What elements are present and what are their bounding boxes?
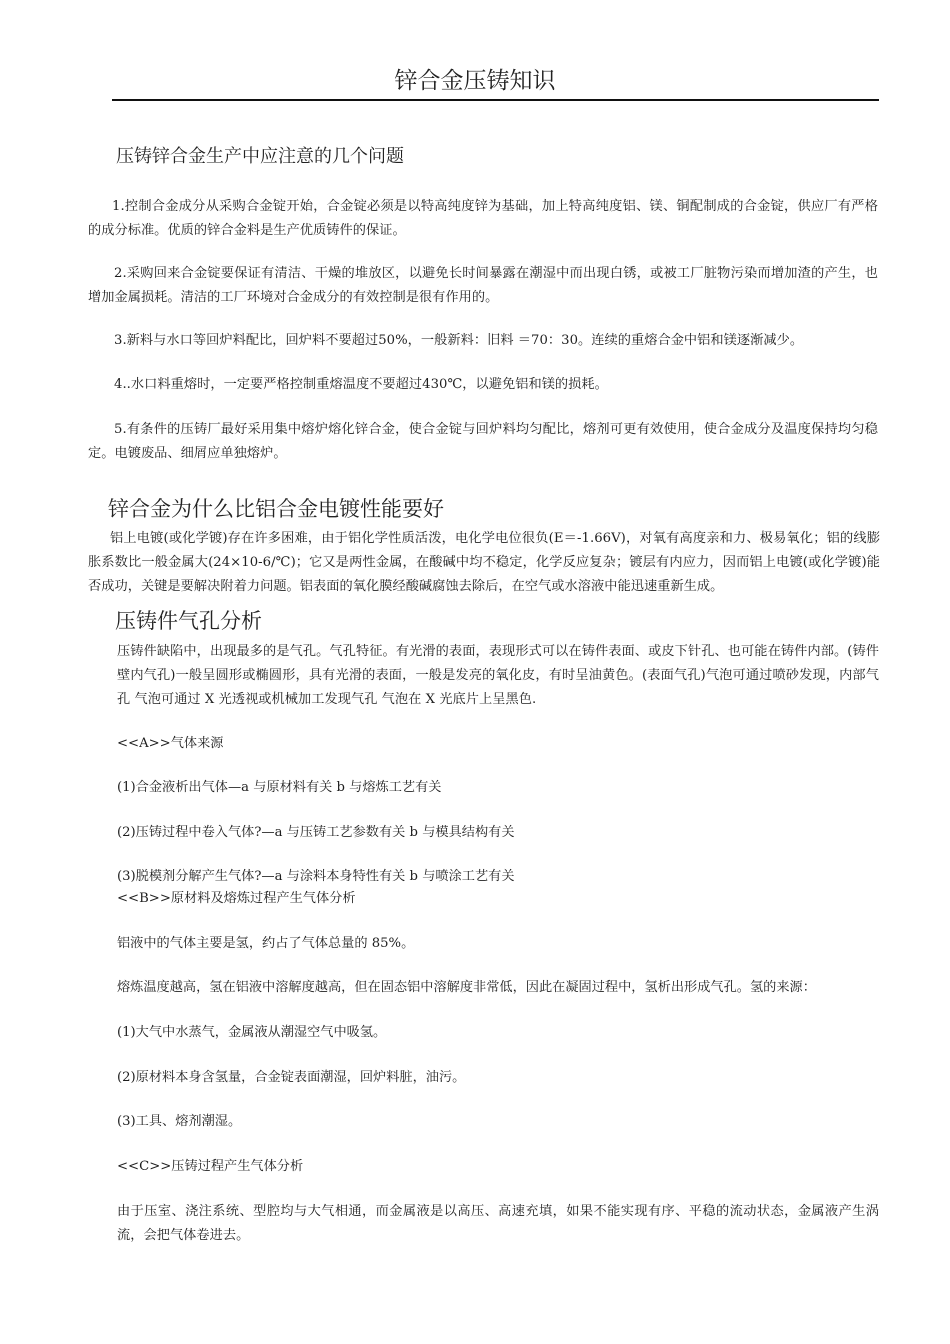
section1-item-2: 2.采购回来合金锭要保证有清洁、干燥的堆放区，以避免长时间暴露在潮湿中而出现白锈，或被工厂脏物污染而增加渣的产生，也增加金属损耗。清洁的工厂环境对合金成分的有效控制是很有作用的。 (88, 266, 878, 305)
section3-c-paragraph-1: 由于压室、浇注系统、型腔均与大气相通，而金属液是以高压、高速充填，如果不能实现有序、平稳的流动状态，金属液产生涡流，会把气体卷进去。 (117, 1204, 879, 1243)
section3-b-item-2: (2)原材料本身含氢量，合金锭表面潮湿，回炉料脏，油污。 (117, 1070, 466, 1085)
section1-item-5: 5.有条件的压铸厂最好采用集中熔炉熔化锌合金，使合金锭与回炉料均匀配比，熔剂可更有效使用，使合金成分及温度保持均匀稳定。电镀废品、细屑应单独熔炉。 (88, 422, 878, 461)
section1-item-4: 4..水口料重熔时，一定要严格控制重熔温度不要超过430℃，以避免铝和镁的损耗。 (114, 377, 608, 392)
section3-b-item-3: (3)工具、熔剂潮湿。 (117, 1114, 242, 1129)
section3-a-title: <<A>>气体来源 (117, 736, 224, 751)
section3-c-title: <<C>>压铸过程产生气体分析 (117, 1159, 304, 1174)
section3-a-item-1: (1)合金液析出气体—a 与原材料有关 b 与熔炼工艺有关 (117, 780, 442, 795)
section3-b-item-1: (1)大气中水蒸气，金属液从潮湿空气中吸氢。 (117, 1025, 387, 1040)
page-title: 锌合金压铸知识 (394, 68, 556, 94)
section3-a-item-2: (2)压铸过程中卷入气体?—a 与压铸工艺参数有关 b 与模具结构有关 (117, 825, 515, 840)
section3-b-paragraph-2: 熔炼温度越高，氢在铝液中溶解度越高，但在固态铝中溶解度非常低，因此在凝固过程中，氢析出形成气孔。氢的来源： (117, 980, 816, 995)
section3-intro: 压铸件缺陷中，出现最多的是气孔。气孔特征。有光滑的表面，表现形式可以在铸件表面、或皮下针孔、也可能在铸件内部。(铸件壁内气孔)一般呈圆形或椭圆形，具有光滑的表面，一般是发亮的氧化皮，有时呈油黄色。(表面气孔)气泡可通过喷砂发现，内部气孔 气泡可通过 X 光透视或机械加工发现气孔 气泡在 X 光底片上呈黑色. (117, 644, 879, 707)
section3-heading: 压铸件气孔分析 (115, 609, 262, 633)
section1-item-3: 3.新料与水口等回炉料配比，回炉料不要超过50%，一般新料：旧料 ＝70：30。连续的重熔合金中铝和镁逐渐减少。 (114, 333, 804, 348)
section3-a-item-3: (3)脱模剂分解产生气体?—a 与涂料本身特性有关 b 与喷涂工艺有关 (117, 869, 515, 884)
section3-b-paragraph-1: 铝液中的气体主要是氢，约占了气体总量的 85%。 (117, 936, 415, 951)
section1-item-1: 1.控制合金成分从采购合金锭开始，合金锭必须是以特高纯度锌为基础，加上特高纯度铝、镁、铜配制成的合金锭，供应厂有严格的成分标准。优质的锌合金料是生产优质铸件的保证。 (88, 199, 878, 238)
title-underline (112, 99, 879, 101)
section2-body: 铝上电镀(或化学镀)存在许多困难，由于铝化学性质活泼，电化学电位很负(E＝-1.66V)，对氧有高度亲和力、极易氧化；铝的线膨胀系数比一般金属大(24×10-6/℃)；它又是两性金属，在酸碱中均不稳定，化学反应复杂；镀层有内应力，因而铝上电镀(或化学镀)能否成功，关键是要解决附着力问题。铝表面的氧化膜经酸碱腐蚀去除后，在空气或水溶液中能迅速重新生成。 (88, 531, 880, 594)
section3-b-title: <<B>>原材料及熔炼过程产生气体分析 (117, 891, 356, 906)
section2-heading: 锌合金为什么比铝合金电镀性能要好 (108, 497, 444, 521)
section1-heading: 压铸锌合金生产中应注意的几个问题 (116, 146, 404, 167)
